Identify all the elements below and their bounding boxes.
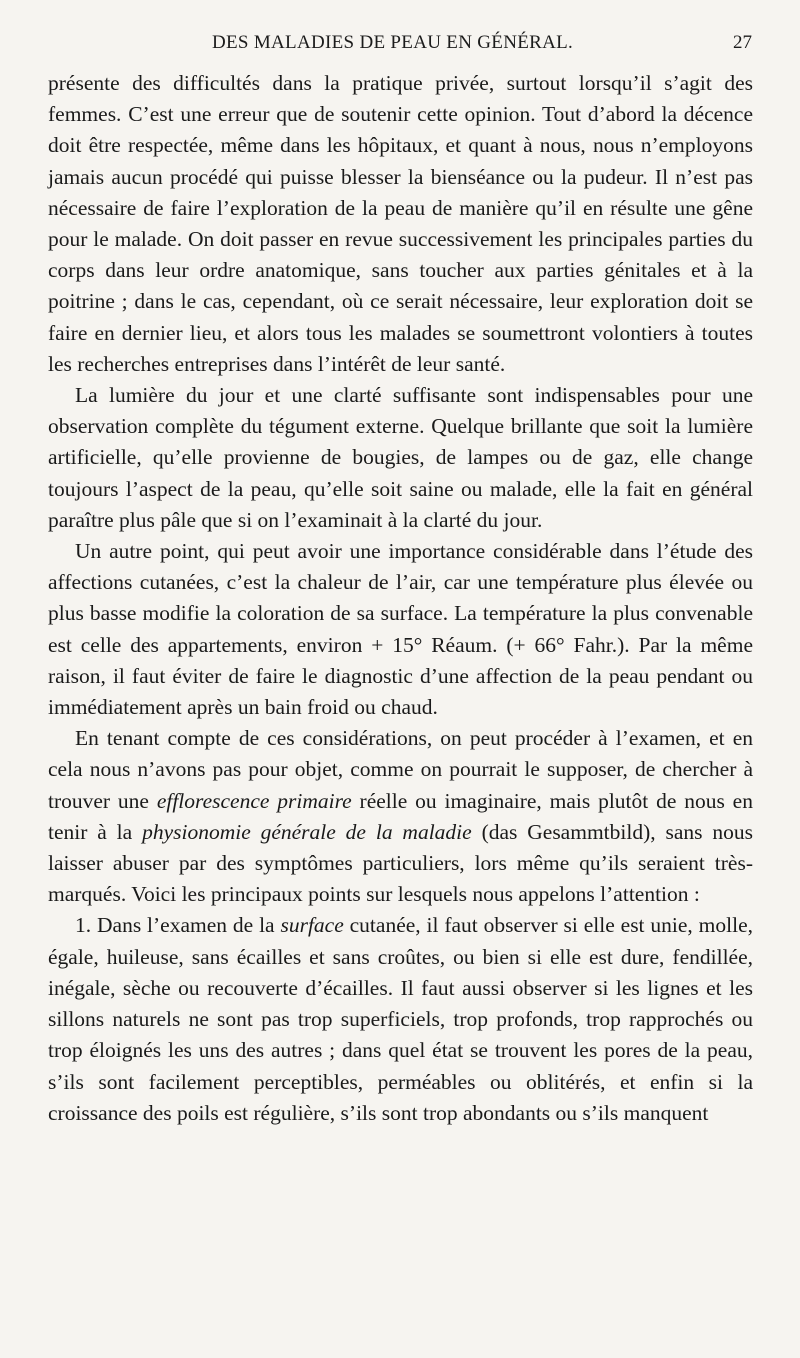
text-run: La lumière du jour et une clarté suffisante sont indispensables pour une observation complète du tégument externe. Quelque brillante que soit la lumière artificielle, qu’elle provienne de bougies, de lampes ou de gaz, elle change toujours l’aspect de la peau, qu’elle soit saine ou malade, elle la fait en général paraître plus pâle que si on l’examinait à la clarté du jour.	[48, 383, 753, 532]
paragraph-examination	[48, 723, 753, 910]
text-run: (das Gesammtbild), sans nous laisser abuser par des symptômes particuliers, lors même qu’ils seraient très-marqués. Voici les principaux points sur lesquels nous appelons l’attention :	[48, 819, 754, 907]
paragraph-surface	[48, 910, 753, 1128]
text-run: En tenant compte de ces considérations, on peut procéder à l’examen, et en cela nous n’avons pas pour objet, comme on pourrait le supposer, de chercher à trouver une	[48, 726, 753, 813]
text-run: réelle ou imaginaire, mais plutôt de nous en tenir à la	[48, 788, 753, 844]
italic-term: surface	[280, 913, 344, 938]
text-run: cutanée, il faut observer si elle est unie, molle, égale, huileuse, sans écailles et sans croûtes, ou bien si elle est dure, fendillée, inégale, sèche ou recouverte d’écailles. Il faut aussi observer si les lignes et les sillons naturels ne sont pas trop superficiels, trop profonds, trop rapprochés ou trop éloignés les uns des autres ; dans quel état se trouvent les pores de la peau, s’ils sont facilement perceptibles, perméables ou oblitérés, et enfin si la croissance des poils est régulière, s’ils sont trop abondants ou s’ils manquent	[48, 913, 753, 1125]
running-head	[48, 32, 752, 62]
paragraph-continuation	[48, 68, 753, 380]
page-number: 27	[733, 32, 752, 53]
italic-term: efflorescence primaire	[156, 788, 352, 813]
paragraph-lighting	[48, 380, 753, 536]
text-run: 1. Dans l’examen de la	[75, 913, 281, 938]
paragraph-temperature	[48, 536, 753, 723]
text-run: présente des difficultés dans la pratique privée, surtout lorsqu’il s’agit des femmes. C’est une erreur que de soutenir cette opinion. Tout d’abord la décence doit être respectée, même dans les hôpitaux, et quant à nous, nous n’employons jamais aucun procédé qui puisse blesser la bienséance ou la pudeur. Il n’est pas nécessaire de faire l’exploration de la peau de manière qu’il en résulte une gêne pour le malade. On doit passer en revue successivement les principales parties du corps dans leur ordre anatomique, sans toucher aux parties génitales et à la poitrine ; dans le cas, cependant, où ce serait nécessaire, leur exploration doit se faire en dernier lieu, et alors tous les malades se soumettront volontiers à toutes les recherches entreprises dans l’intérêt de leur santé.	[48, 71, 753, 376]
italic-term: physionomie générale de la maladie	[142, 819, 472, 844]
running-title: DES MALADIES DE PEAU EN GÉNÉRAL.	[212, 32, 574, 53]
body-text	[48, 68, 753, 1129]
text-run: Un autre point, qui peut avoir une importance considérable dans l’étude des affections cutanées, c’est la chaleur de l’air, car une température plus élevée ou plus basse modifie la coloration de sa surface. La température la plus convenable est celle des appartements, environ + 15° Réaum. (+ 66° Fahr.). Par la même raison, il faut éviter de faire le diagnostic d’une affection de la peau pendant ou immédiatement après un bain froid ou chaud.	[48, 539, 753, 720]
